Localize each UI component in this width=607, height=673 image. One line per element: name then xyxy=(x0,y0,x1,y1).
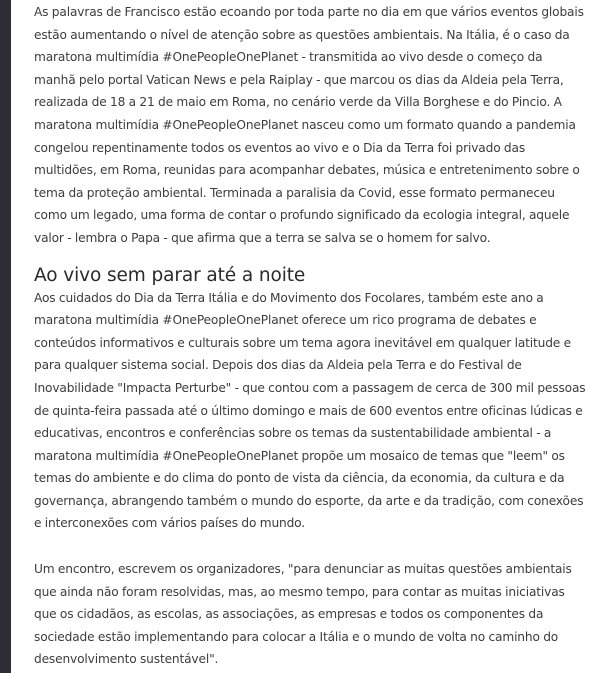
article-paragraph-3: Um encontro, escrevem os organizadores, "para denunciar as muitas questões ambientais que ainda não foram resolvidas, mas, ao mesmo tempo, para contar as muitas iniciativas que os cidadãos, as escolas, as associações, as empresas e todos os componentes da sociedade estão implementando para colocar a Itália e o mundo de volta no caminho do desenvolvimento sustentável". xyxy=(34,562,572,667)
article-body xyxy=(34,0,586,671)
left-sidebar-bar xyxy=(0,0,11,673)
article-paragraph-1: As palavras de Francisco estão ecoando por toda parte no dia em que vários eventos globais estão aumentando o nível de atenção sobre as questões ambientais. Na Itália, é o caso da maratona multimídia #OnePeopleOnePlanet - transmitida ao vivo desde o começo da manhã pelo portal Vatican News e pela Raiplay - que marcou os dias da Aldeia pela Terra, realizada de 18 a 21 de maio em Roma, no cenário verde da Villa Borghese e do Pincio. A maratona multimídia #OnePeopleOnePlanet nasceu como um formato quando a pandemia congelou repentinamente todos os eventos ao vivo e o Dia da Terra foi privado das multidões, em Roma, reunidas para acompanhar debates, música e entretenimento sobre o tema da proteção ambiental. Terminada a paralisia da Covid, esse formato permaneceu como um legado, uma forma de contar o profundo significado da ecologia integral, aquele valor - lembra o Papa - que afirma que a terra se salva se o homem for salvo. xyxy=(34,5,584,245)
article-paragraph-2: Aos cuidados do Dia da Terra Itália e do Movimento dos Focolares, também este ano a maratona multimídia #OnePeopleOnePlanet oferece um rico programa de debates e conteúdos informativos e culturais sobre um tema agora inevitável em qualquer latitude e para qualquer sistema social. Depois dos dias da Aldeia pela Terra e do Festival de Inovabilidade "Impacta Perturbe" - que contou com a passagem de cerca de 300 mil pessoas de quinta-feira passada até o último domingo e mais de 600 eventos entre oficinas lúdicas e educativas, encontros e conferências sobre os temas da sustentabilidade ambiental - a maratona multimídia #OnePeopleOnePlanet propõe um mosaico de temas que "leem" os temas do ambiente e do clima do ponto de vista da ciência, da economia, da cultura e da governança, abrangendo também o mundo do esporte, da arte e da tradição, com conexões e interconexões com vários países do mundo. xyxy=(34,290,586,531)
section-heading: Ao vivo sem parar até a noite xyxy=(34,264,306,286)
